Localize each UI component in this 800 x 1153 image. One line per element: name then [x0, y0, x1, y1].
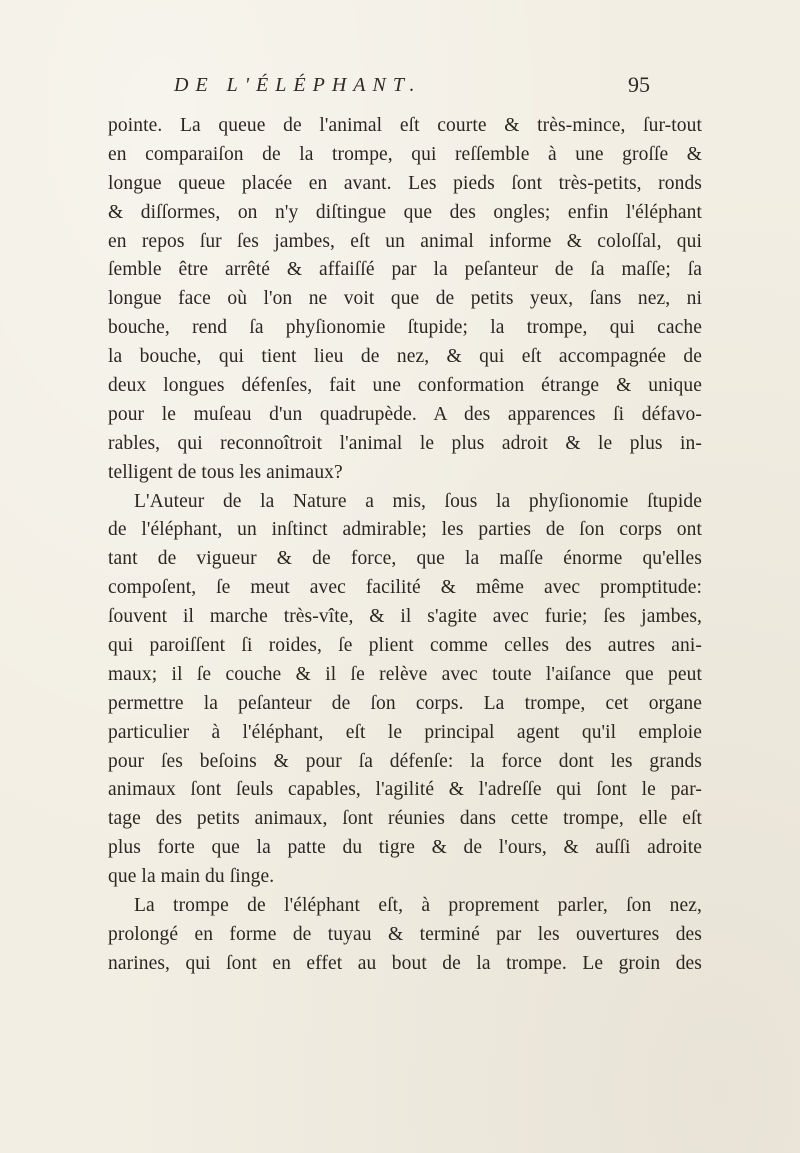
text-line: animaux ſont ſeuls capables, l'agilité & l'adreſſe qui ſont le par- — [108, 779, 702, 801]
text-line: compoſent, ſe meut avec facilité & même avec promptitude: — [108, 577, 702, 599]
text-line: la bouche, qui tient lieu de nez, & qui eſt accompagnée de — [108, 346, 702, 368]
text-line: rables, qui reconnoîtroit l'animal le plus adroit & le plus in- — [108, 432, 702, 454]
text-line: longue face où l'on ne voit que de petits yeux, ſans nez, ni — [108, 288, 702, 310]
text-line: en repos ſur ſes jambes, eſt un animal informe & coloſſal, qui — [108, 230, 702, 252]
running-head-title: DE L'ÉLÉPHANT. — [174, 74, 422, 96]
text-line: telligent de tous les animaux? — [108, 461, 343, 483]
text-line: qui paroiſſent ſi roides, ſe plient comme celles des autres ani- — [108, 635, 702, 657]
text-line: La trompe de l'éléphant eſt, à proprement parler, ſon nez, — [134, 895, 702, 917]
text-line: particulier à l'éléphant, eſt le principal agent qu'il emploie — [108, 721, 702, 743]
text-line: L'Auteur de la Nature a mis, ſous la phyſionomie ſtupide — [134, 490, 702, 512]
text-line: pour ſes beſoins & pour ſa défenſe: la force dont les grands — [108, 750, 702, 772]
text-line: longue queue placée en avant. Les pieds ſont très-petits, ronds — [108, 172, 702, 194]
text-line: tage des petits animaux, ſont réunies dans cette trompe, elle eſt — [108, 808, 702, 830]
text-line: deux longues défenſes, fait une conformation étrange & unique — [108, 375, 702, 397]
text-line: narines, qui ſont en effet au bout de la trompe. Le groin des — [108, 952, 702, 974]
text-line: en comparaiſon de la trompe, qui reſſemble à une groſſe & — [108, 143, 702, 165]
text-line: pour le muſeau d'un quadrupède. A des apparences ſi défavo- — [108, 403, 702, 425]
text-line: bouche, rend ſa phyſionomie ſtupide; la trompe, qui cache — [108, 317, 702, 339]
text-line: que la main du ſinge. — [108, 866, 275, 888]
page-number: 95 — [628, 72, 650, 97]
text-line: ſemble être arrêté & affaiſſé par la peſanteur de ſa maſſe; ſa — [108, 259, 702, 281]
text-line: plus forte que la patte du tigre & de l'ours, & auſſi adroite — [108, 837, 702, 859]
text-line: prolongé en forme de tuyau & terminé par les ouvertures des — [108, 923, 702, 945]
text-line: & diſſormes, on n'y diſtingue que des ongles; enfin l'éléphant — [108, 201, 702, 223]
text-line: ſouvent il marche très-vîte, & il s'agite avec furie; ſes jambes, — [108, 606, 702, 628]
text-line: tant de vigueur & de force, que la maſſe énorme qu'elles — [108, 548, 702, 570]
text-line: pointe. La queue de l'animal eſt courte & très-mince, ſur-tout — [108, 115, 702, 136]
body-text — [108, 112, 702, 979]
text-line: de l'éléphant, un inſtinct admirable; les parties de ſon corps ont — [108, 519, 702, 541]
text-line: maux; il ſe couche & il ſe relève avec toute l'aiſance que peut — [108, 663, 702, 685]
text-line: permettre la peſanteur de ſon corps. La trompe, cet organe — [108, 692, 702, 714]
